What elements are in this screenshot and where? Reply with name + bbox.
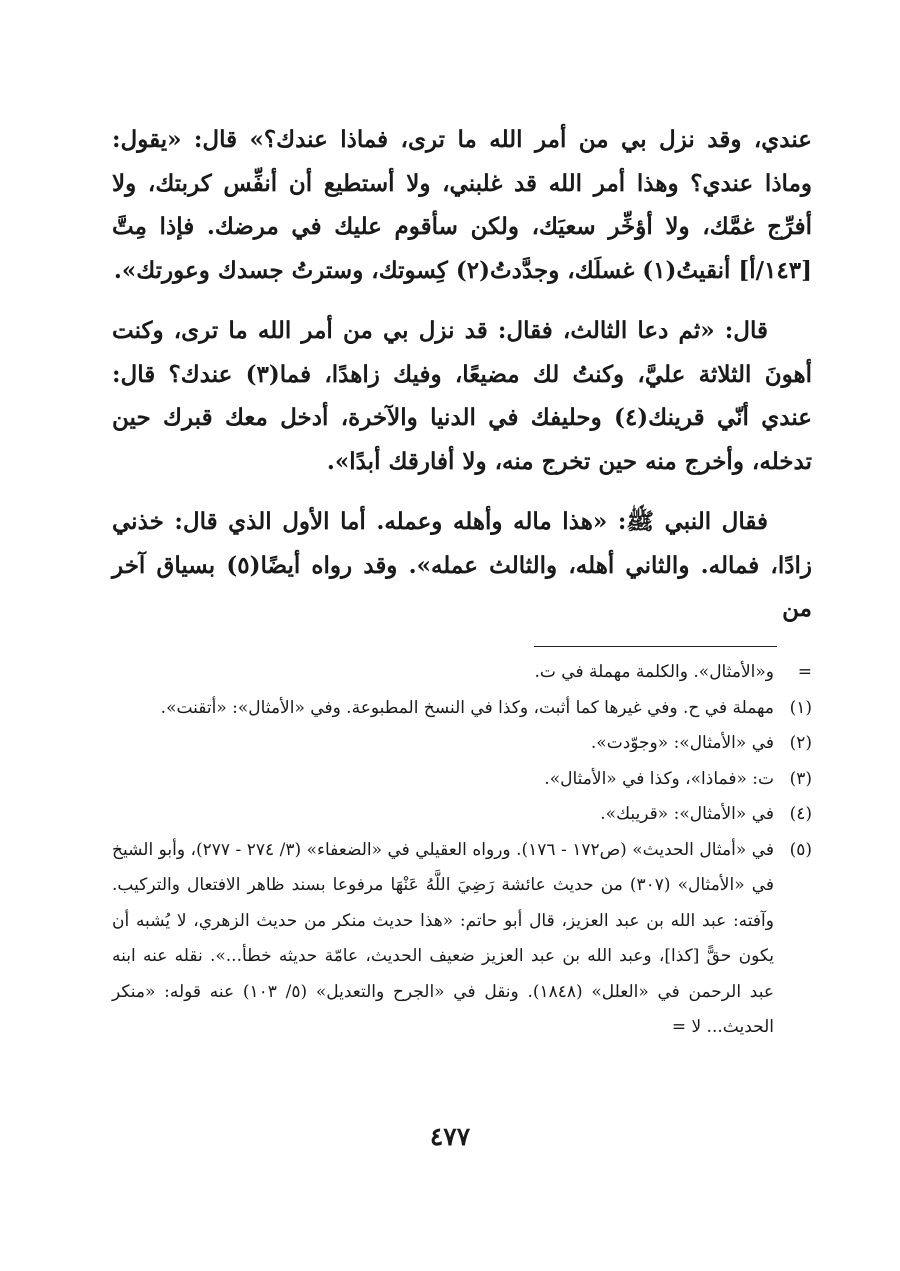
footnote-4	[112, 797, 812, 833]
footnote-text: مهملة في ح. وفي غيرها كما أثبت، وكذا في النسخ المطبوعة. وفي «الأمثال»: «أتقنت».	[160, 697, 774, 718]
footnote-text: و«الأمثال». والكلمة مهملة في ت.	[534, 662, 774, 682]
paragraph-3: فقال النبي ﷺ: «هذا ماله وأهله وعمله. أما الأول الذي قال: خذني زادًا، فماله. والثاني أهله، والثالث عمله». وقد رواه أيضًا(٥) بسياق آخر من	[112, 508, 812, 622]
footnote-continuation	[112, 655, 812, 691]
footnote-number: (٣)	[789, 768, 812, 789]
footnote-separator	[534, 646, 777, 647]
footnote-number: (٤)	[789, 804, 812, 824]
footnote-text: في «الأمثال»: «وجوّدت».	[590, 733, 774, 753]
page-number: ٤٧٧	[429, 1122, 471, 1151]
footnote-text: في «أمثال الحديث» (ص١٧٢ - ١٧٦). ورواه العقيلي في «الضعفاء» (٣/ ٢٧٤ - ٢٧٧)، وأبو الشيخ في «الأمثال» (٣٠٧) من حديث عائشة رَضِيَ اللَّهُ عَنْهَا مرفوعا بسند ظاهر الافتعال والتركيب. وآفته: عبد الله بن عبد العزيز، قال أبو حاتم: «هذا حديث منكر من حديث الزهري، لا يُشبه أن يكون حقًّ [كذا]، وعبد الله بن عبد العزيز ضعيف الحديث، عامّة حديثه خطأ...». نقله عنه ابنه عبد الرحمن في «العلل» (١٨٤٨). ونقل في «الجرح والتعديل» (٥/ ١٠٣) عنه قوله: «منكر الحديث... لا =	[112, 839, 775, 1037]
footnote-number: (٥)	[789, 839, 812, 860]
footnote-number: (٢)	[789, 733, 812, 753]
footnote-1	[112, 691, 812, 727]
footnote-text: ت: «فماذا»، وكذا في «الأمثال».	[544, 768, 774, 789]
footnotes	[112, 655, 812, 1046]
footnote-marker: =	[797, 662, 812, 682]
main-text	[112, 118, 812, 648]
footnote-5	[112, 833, 812, 1046]
footnote-text: في «الأمثال»: «قريبك».	[600, 804, 774, 824]
footnote-3	[112, 762, 812, 798]
paragraph-1: عندي، وقد نزل بي من أمر الله ما ترى، فماذا عندك؟» قال: «يقول: وماذا عندي؟ وهذا أمر الله قد غلبني، ولا أستطيع أن أنفِّس كربتك، ولا أفرِّج غمَّك، ولا أؤخِّر سعيَك، ولكن سأقوم عليك في مرضك. فإذا مِتَّ [١٤٣/أ] أنقيتُ(١) غسلَك، وجدَّدتُ(٢) كِسوتك، وسترتُ جسدك وعورتك».	[112, 126, 812, 284]
footnote-number: (١)	[789, 697, 812, 718]
footnote-2	[112, 726, 812, 762]
paragraph-2: قال: «ثم دعا الثالث، فقال: قد نزل بي من أمر الله ما ترى، وكنت أهونَ الثلاثة عليَّ، وكنتُ لك مضيعًا، وفيك زاهدًا، فما(٣) عندك؟ قال: عندي أنّي قرينك(٤) وحليفك في الدنيا والآخرة، أدخل معك قبرك حين تدخله، وأخرج منه حين تخرج منه، ولا أفارقك أبدًا».	[112, 317, 813, 475]
